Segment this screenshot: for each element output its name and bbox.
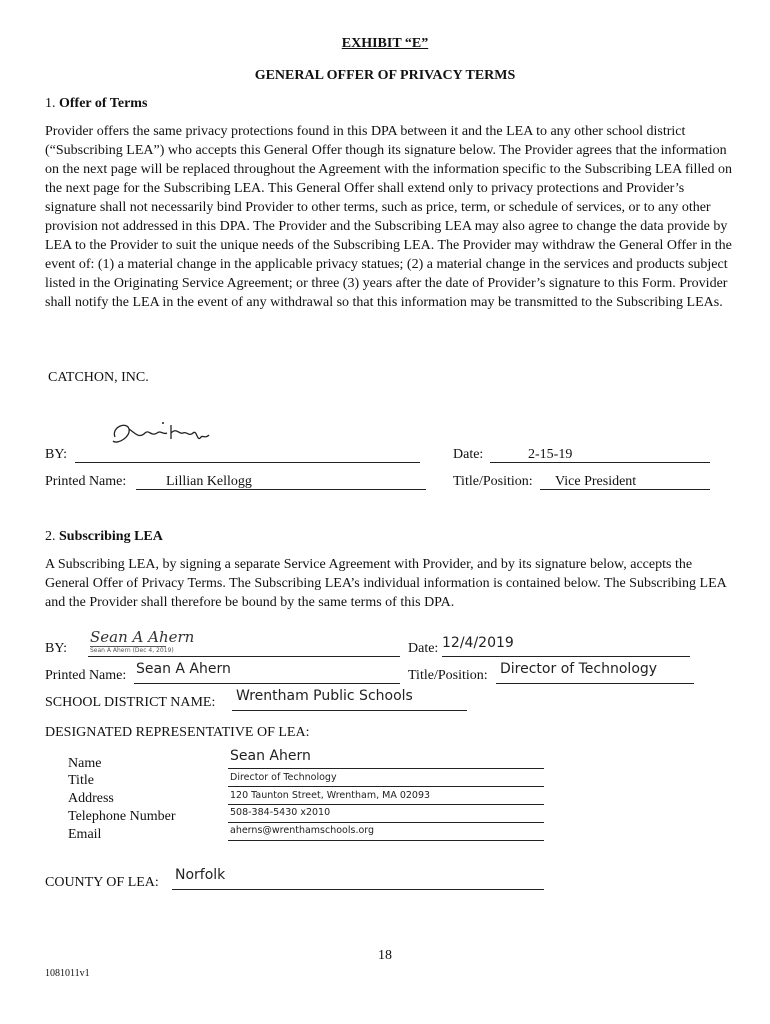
- provider-printed-name-value[interactable]: Lillian Kellogg: [166, 474, 252, 489]
- provider-title-value[interactable]: Vice President: [555, 474, 637, 489]
- rep-phone-label: Telephone Number: [68, 809, 176, 824]
- provider-date-label: Date:: [453, 447, 484, 462]
- county-label: COUNTY OF LEA:: [45, 875, 159, 890]
- provider-signature-line: [75, 462, 420, 463]
- rep-address-value[interactable]: 120 Taunton Street, Wrentham, MA 02093: [230, 790, 431, 801]
- lea-printed-name-value[interactable]: Sean A Ahern: [136, 661, 231, 677]
- lea-date-value[interactable]: 12/4/2019: [442, 635, 514, 651]
- lea-date-line: [442, 656, 690, 657]
- lea-title-label: Title/Position:: [408, 668, 488, 683]
- lea-title-value[interactable]: Director of Technology: [500, 661, 658, 677]
- lea-date-label: Date:: [408, 641, 439, 656]
- provider-title-line: [540, 489, 710, 490]
- rep-email-value[interactable]: aherns@wrenthamschools.org: [230, 825, 375, 836]
- provider-title-label: Title/Position:: [453, 474, 533, 489]
- provider-printed-name-line: [136, 489, 426, 490]
- rep-name-value[interactable]: Sean Ahern: [230, 748, 311, 764]
- doc-id: 1081011v1: [45, 968, 90, 979]
- lea-printed-name-label: Printed Name:: [45, 668, 127, 683]
- page-number: 18: [378, 948, 392, 963]
- document-title: GENERAL OFFER OF PRIVACY TERMS: [254, 68, 516, 83]
- rep-title-label: Title: [68, 773, 94, 788]
- district-value[interactable]: Wrentham Public Schools: [236, 688, 413, 704]
- district-line: [232, 710, 467, 711]
- section2-heading: 2. Subscribing LEA: [45, 529, 163, 544]
- county-value[interactable]: Norfolk: [175, 867, 226, 883]
- county-line: [172, 889, 544, 890]
- district-label: SCHOOL DISTRICT NAME:: [45, 695, 216, 710]
- lea-signature-line: [88, 656, 400, 657]
- lea-by-label: BY:: [45, 641, 68, 656]
- rep-address-label: Address: [68, 791, 114, 806]
- provider-date-line: [490, 462, 710, 463]
- provider-by-label: BY:: [45, 447, 68, 462]
- rep-title-line: [228, 786, 544, 787]
- provider-printed-name-label: Printed Name:: [45, 474, 127, 489]
- designated-heading: DESIGNATED REPRESENTATIVE OF LEA:: [45, 725, 310, 740]
- section1-body: Provider offers the same privacy protections found in this DPA between it and the LEA to any other school district (“Subscribing LEA”) who accepts this General Offer though its signature below. The Provider agrees that the information on the next page will be replaced throughout the Agreement with the information specific to the Subscribing LEA filled on the next page for the Subscribing LEA. This General Offer shall extend only to privacy protections and Provider’s signature shall not necessarily bind Provider to other terms, such as price, term, or schedule of services, or to any other provision not addressed in this DPA. The Provider and the Subscribing LEA may also agree to change the data provide by LEA to the Provider to suit the unique needs of the Subscribing LEA. The Provider may withdraw the General Offer in the event of: (1) a material change in the applicable privacy statues; (2) a material change in the services and products subject listed in the Originating Service Agreement; or three (3) years after the date of Provider’s signature to this Form. Provider shall notify the LEA in the event of any withdrawal so that this information may be transmitted to the Subscribing LEAs.: [45, 124, 732, 310]
- rep-name-line: [228, 768, 544, 769]
- lea-printed-name-line: [134, 683, 400, 684]
- lea-signature-caption: Sean A Ahern (Dec 4, 2019): [90, 647, 174, 654]
- rep-phone-value[interactable]: 508-384-5430 x2010: [230, 807, 331, 818]
- rep-email-label: Email: [68, 827, 102, 842]
- lea-signature: Sean A Ahern: [90, 628, 195, 646]
- section1-heading: 1. Offer of Terms: [45, 96, 148, 111]
- rep-name-label: Name: [68, 756, 102, 771]
- provider-signature: [105, 415, 215, 455]
- rep-phone-line: [228, 822, 544, 823]
- exhibit-label: EXHIBIT “E”: [341, 36, 429, 51]
- rep-title-value[interactable]: Director of Technology: [230, 772, 337, 783]
- rep-email-line: [228, 840, 544, 841]
- rep-address-line: [228, 804, 544, 805]
- provider-date-value[interactable]: 2-15-19: [528, 447, 573, 462]
- lea-title-line: [496, 683, 694, 684]
- section2-body: A Subscribing LEA, by signing a separate Service Agreement with Provider, and by its signature below, accepts the General Offer of Privacy Terms. The Subscribing LEA’s individual information is contained below. The Subscribing LEA and the Provider shall therefore be bound by the same terms of this DPA.: [45, 557, 727, 610]
- provider-company: CATCHON, INC.: [48, 370, 149, 385]
